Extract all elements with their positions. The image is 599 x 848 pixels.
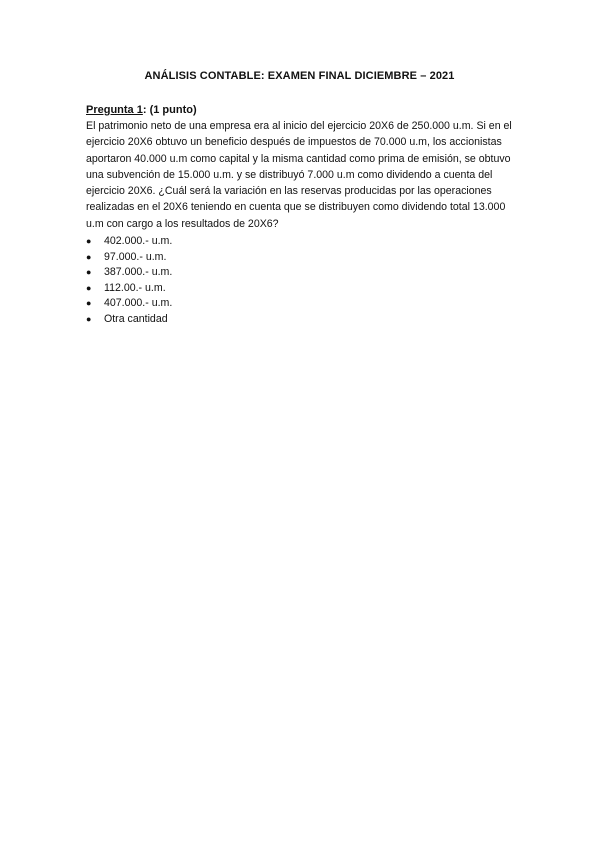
answer-option [86,234,172,250]
exam-title: ANÁLISIS CONTABLE: EXAMEN FINAL DICIEMBRE – 2021 [144,70,455,82]
bullet-icon: ● [86,267,92,278]
bullet-icon: ● [86,236,92,246]
answer-option-text: 112.00.- u.m. [104,281,166,294]
question-label-suffix: : [142,104,147,116]
answer-option-text: 387.000.- u.m. [104,266,173,279]
answer-option [86,265,172,281]
answer-option [86,250,172,266]
answer-option-text: 402.000.- u.m. [104,235,173,247]
question-points: (1 punto) [146,104,197,116]
bullet-icon: ● [86,251,92,262]
bullet-icon: ● [86,298,92,309]
answer-option [86,281,172,297]
answer-option [86,312,172,328]
answer-options-list [86,234,172,328]
answer-option-text: Otra cantidad [104,312,168,325]
bullet-icon: ● [86,282,92,293]
answer-option-text: 407.000.- u.m. [104,297,173,310]
question-label: Pregunta 1 [86,104,143,116]
question-text: El patrimonio neto de una empresa era al inicio del ejercicio 20X6 de 250.000 u.m. Si en el ejercicio 20X6 obtuvo un beneficio después de impuestos de 70.000 u.m, los accionistas aportaron 40.000 u.m como capital y la misma cantidad como prima de emisión, se obtuvo una subvención de 15.000 u.m. y se distribuyó 7.000 u.m como dividendo a cuenta del ejercicio 20X6. ¿Cuál será la variación en las reservas producidas por las operaciones realizadas en el 20X6 teniendo en cuenta que se distribuyen como dividendo total 13.000 u.m con cargo a los resultados de 20X6? [86,120,512,230]
bullet-icon: ● [86,313,92,324]
question-header [86,102,516,118]
answer-option-text: 97.000.- u.m. [104,250,167,263]
answer-option [86,296,172,312]
question-block [86,102,516,232]
